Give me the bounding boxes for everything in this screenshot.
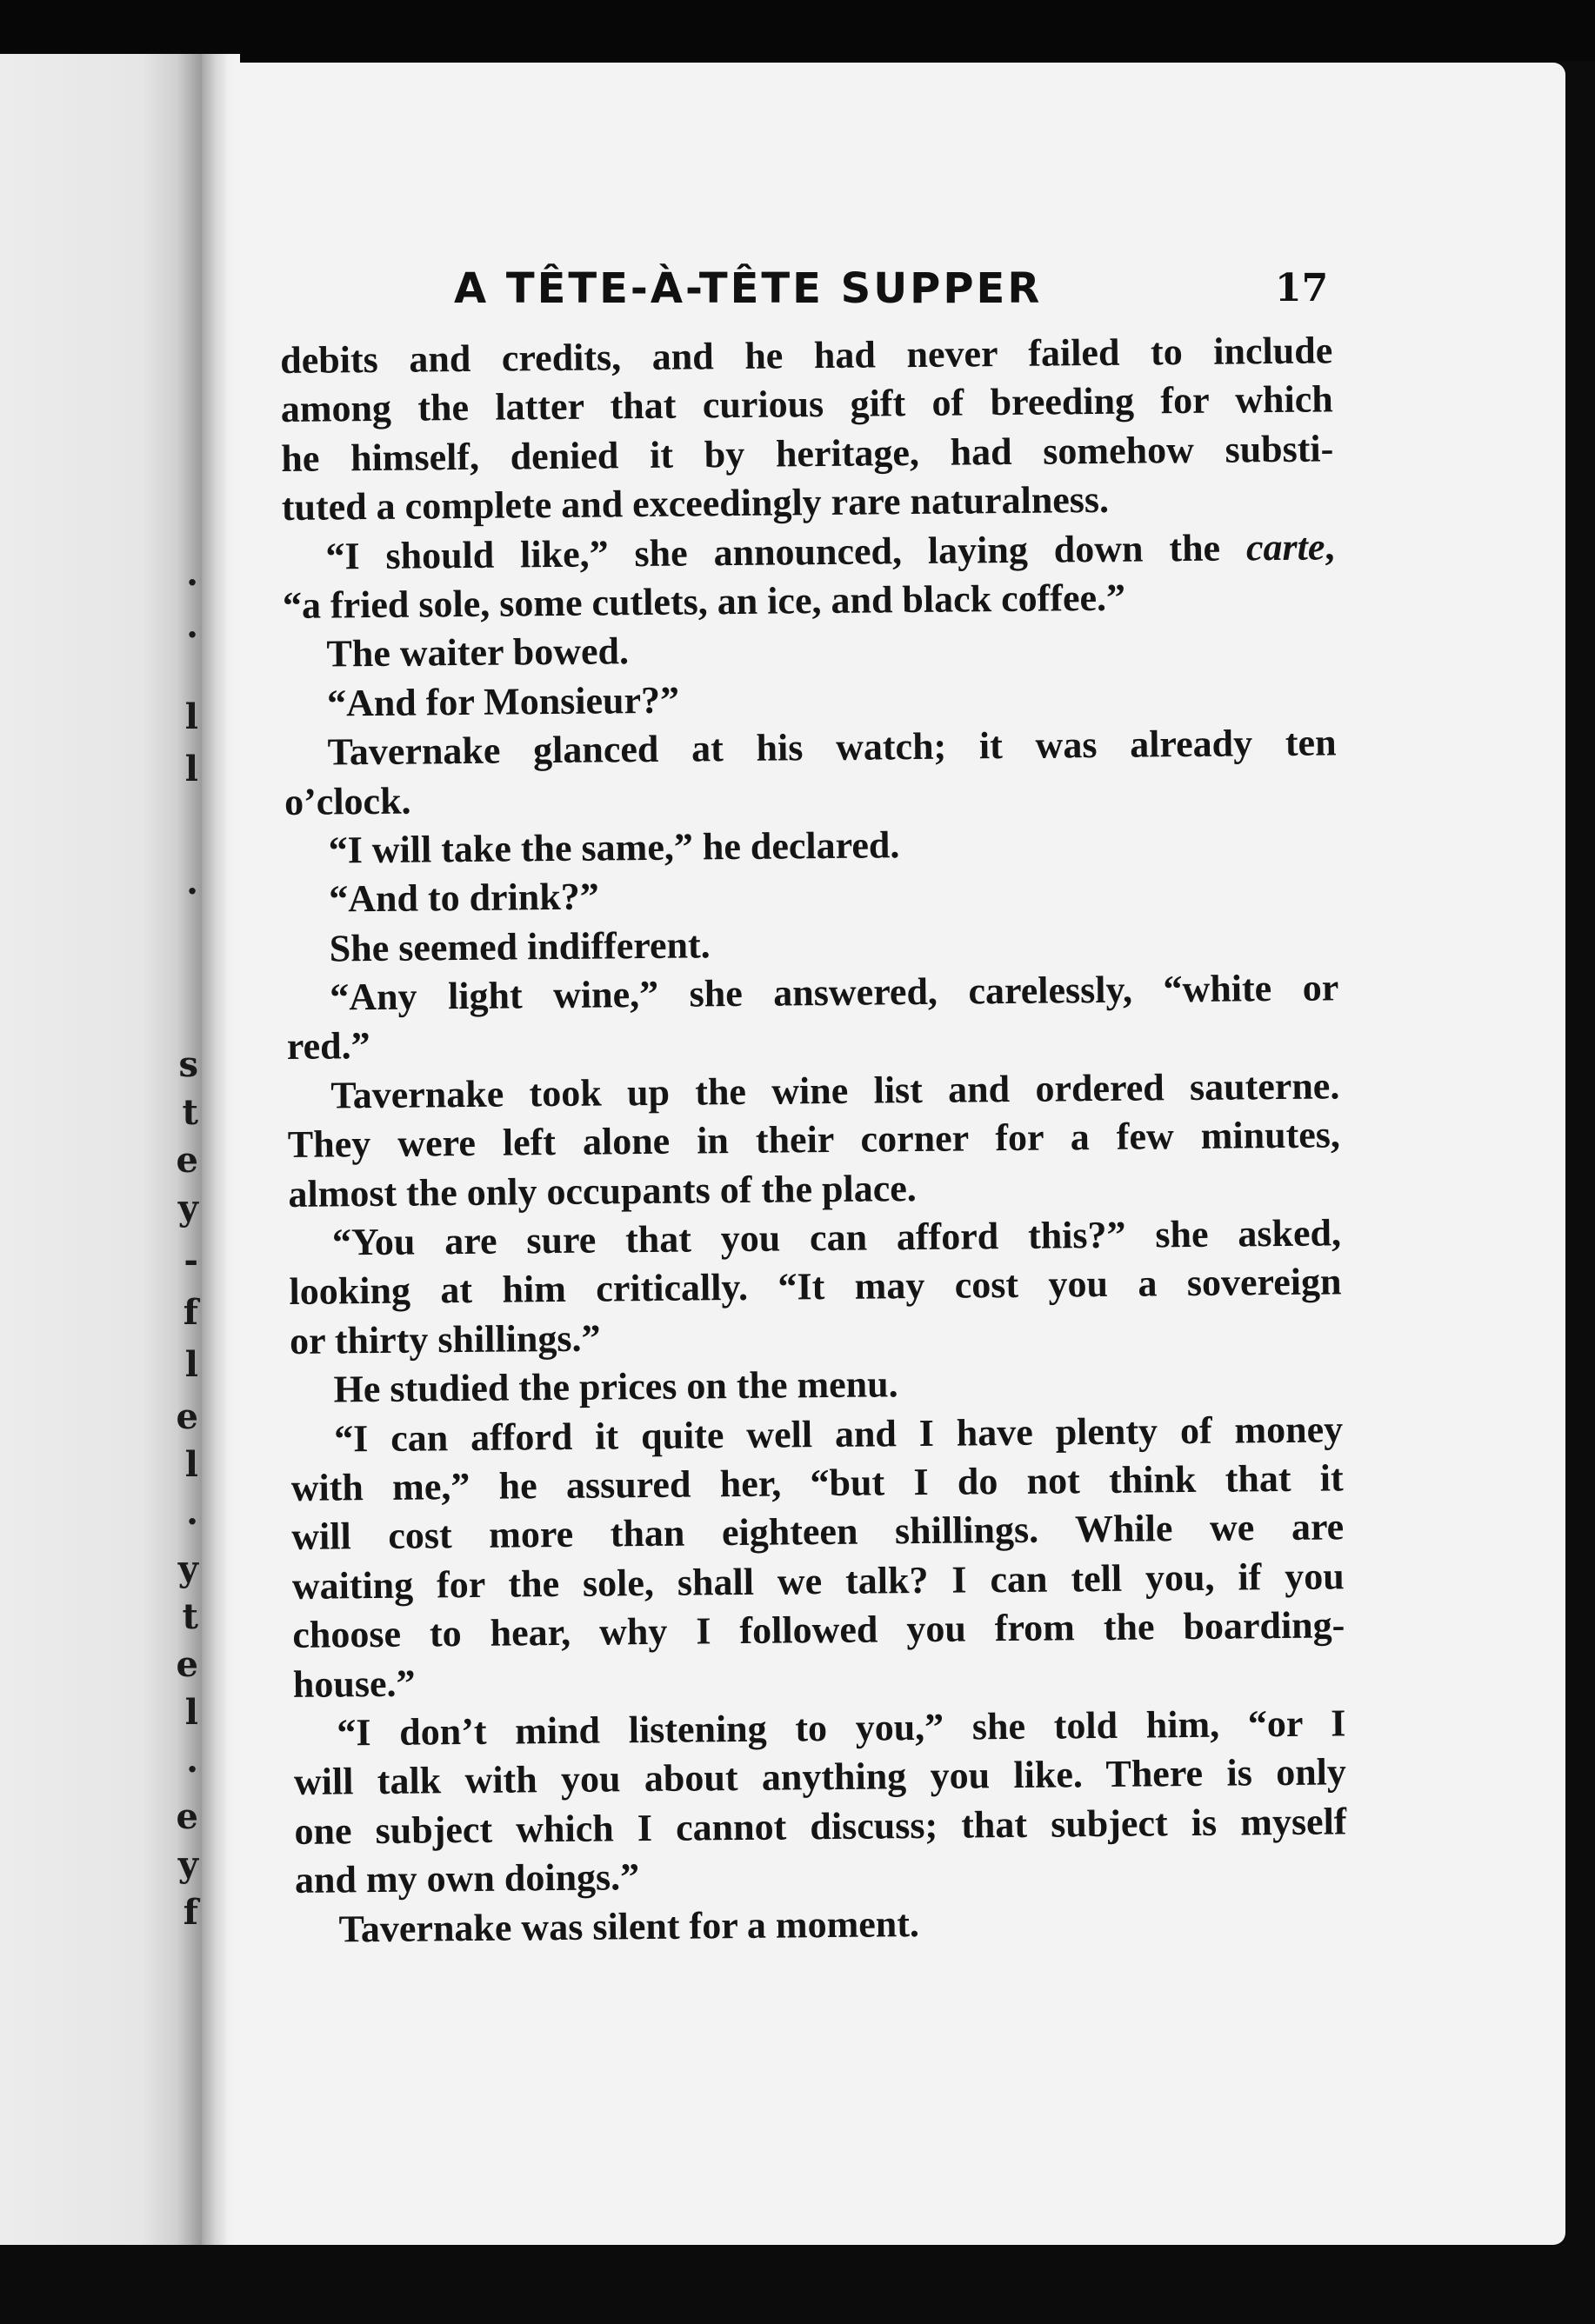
scan-top-border	[0, 0, 1595, 61]
text-line: almost the only occupants of the place.	[288, 1166, 917, 1215]
text-line: debits and credits, and he had never failed to include	[280, 329, 1333, 382]
facing-page-char: f	[183, 1292, 198, 1333]
facing-page-char: l	[184, 1444, 198, 1485]
facing-page-char: .	[186, 862, 198, 902]
facing-page-char: t	[182, 1092, 198, 1133]
text-line: He studied the prices on the menu.	[333, 1362, 898, 1411]
text-line: one subject which I cannot discuss; that subject is myself	[294, 1800, 1347, 1853]
text-line: They were left alone in their corner for a few minutes,	[287, 1113, 1341, 1167]
facing-page-char: e	[176, 1396, 198, 1437]
facing-page-char: y	[177, 1548, 198, 1589]
facing-page-char: s	[178, 1044, 198, 1085]
facing-page-char: l	[184, 1344, 198, 1385]
facing-page-char: -	[184, 1240, 198, 1281]
text-line: Tavernake was silent for a moment.	[338, 1901, 920, 1950]
running-head	[240, 264, 1565, 325]
text-line: and my own doings.”	[294, 1855, 640, 1902]
text-line: with me,” he assured her, “but I do not think that it	[290, 1456, 1344, 1509]
facing-page-char: .	[186, 553, 198, 594]
text-line: will cost more than eighteen shillings. While we are	[291, 1505, 1345, 1559]
facing-page-char: .	[186, 605, 198, 646]
text-line: “You are sure that you can afford this?” she asked,	[331, 1211, 1342, 1264]
facing-page-char: y	[177, 1844, 198, 1885]
text-line: “And for Monsieur?”	[326, 678, 680, 725]
text-line: or thirty shillings.”	[289, 1316, 601, 1362]
text-line: looking at him critically. “It may cost you a sovereign	[289, 1260, 1342, 1314]
text-line: Tavernake glanced at his watch; it was already ten	[327, 721, 1337, 774]
text-line: She seemed indifferent.	[329, 922, 711, 970]
book-gutter	[202, 54, 240, 2245]
text-line: “I should like,” she announced, laying down the carte,	[325, 524, 1335, 578]
facing-page-char: .	[186, 1492, 198, 1533]
text-line: tuted a complete and exceedingly rare naturalness.	[281, 478, 1110, 529]
facing-page-text-fragments	[172, 54, 198, 2245]
facing-page-char: y	[177, 1188, 198, 1229]
text-line: “I will take the same,” he declared.	[328, 823, 900, 872]
page-number: 17	[1275, 266, 1329, 310]
text-line: “a fried sole, some cutlets, an ice, and black coffee.”	[282, 576, 1126, 627]
facing-page-char: t	[182, 1596, 198, 1637]
text-line: red.”	[286, 1024, 370, 1069]
facing-page-char: l	[184, 1692, 198, 1733]
facing-page-char: l	[184, 749, 198, 789]
book-page	[240, 63, 1565, 2245]
text-line: waiting for the sole, shall we talk? I can tell you, if you	[291, 1555, 1345, 1608]
facing-page-char: e	[176, 1140, 198, 1181]
facing-page-char: f	[183, 1892, 198, 1933]
chapter-title: A TÊTE-À-TÊTE SUPPER	[454, 264, 1043, 313]
facing-page-char: .	[186, 1740, 198, 1781]
facing-page-char: e	[176, 1644, 198, 1685]
facing-page-edge	[0, 54, 202, 2245]
text-line: “I don’t mind listening to you,” she told him, “or I	[337, 1701, 1346, 1755]
facing-page-char: l	[184, 696, 198, 737]
text-line: house.”	[292, 1661, 416, 1706]
text-line: o’clock.	[284, 779, 411, 823]
text-line: “And to drink?”	[328, 875, 599, 921]
facing-page-char: e	[176, 1796, 198, 1837]
text-line: he himself, denied it by heritage, had somehow substi-	[281, 427, 1334, 480]
text-line: The waiter bowed.	[326, 629, 630, 676]
text-line: “Any light wine,” she answered, carelessly, “white or	[330, 966, 1339, 1019]
text-line: “I can afford it quite well and I have plenty of money	[333, 1407, 1344, 1461]
body-text	[280, 326, 1348, 1954]
text-line: among the latter that curious gift of breeding for which	[280, 377, 1333, 431]
text-line: will talk with you about anything you like. There is only	[293, 1750, 1347, 1804]
text-line: Tavernake took up the wine list and ordered sauterne.	[330, 1064, 1340, 1117]
text-line: choose to hear, why I followed you from the boarding-	[292, 1603, 1345, 1657]
